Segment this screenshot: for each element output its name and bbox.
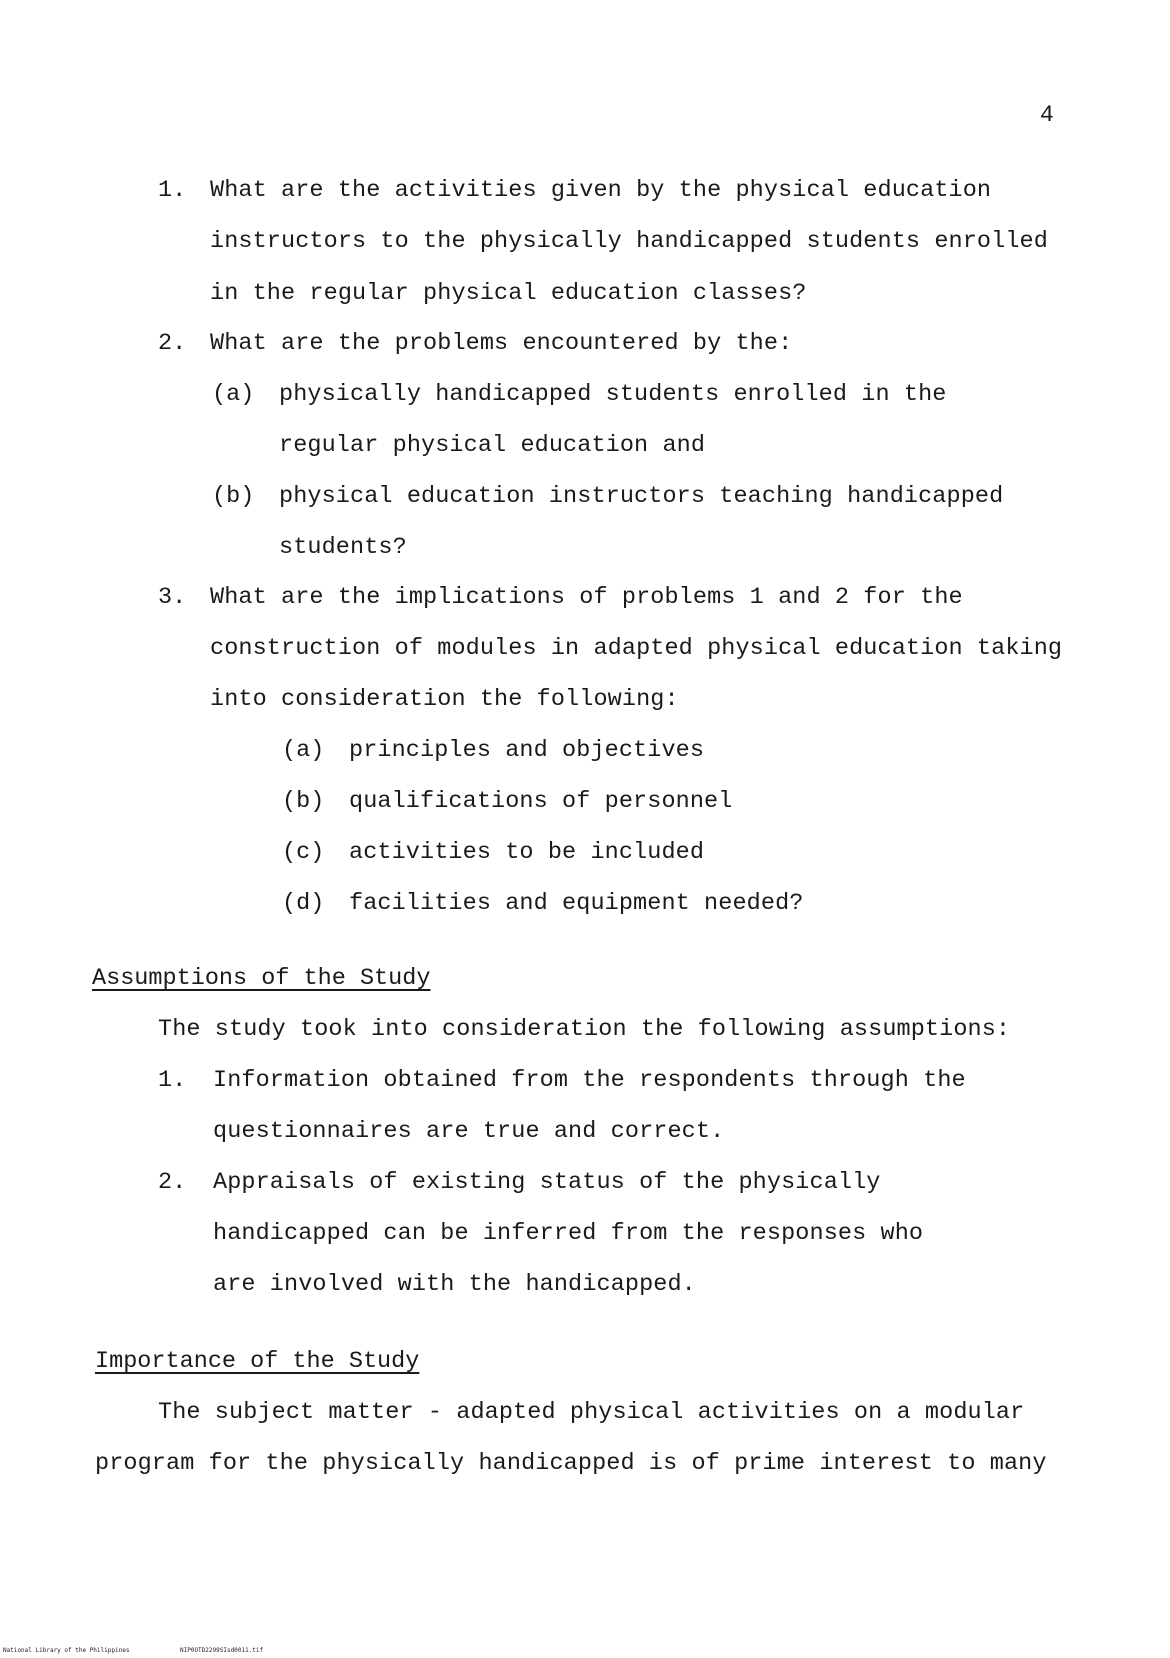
page-number: 4 xyxy=(1040,102,1054,128)
importance-heading: Importance of the Study xyxy=(95,1348,420,1375)
question-1-line-2: instructors to the physically handicapped students enrolled xyxy=(210,228,1048,255)
assumptions-intro: The study took into consideration the following assumptions: xyxy=(158,1016,1011,1043)
question-3-line-1: What are the implications of problems 1 and 2 for the xyxy=(210,584,963,611)
footer-file-name: NIP0OTD2299SIsd0011.tif xyxy=(180,1647,264,1654)
assumption-1-line-1: Information obtained from the respondents through the xyxy=(213,1067,966,1094)
question-1-line-3: in the regular physical education classes? xyxy=(210,280,807,307)
assumption-2-number: 2. xyxy=(158,1169,187,1196)
question-3-line-3: into consideration the following: xyxy=(210,686,679,713)
question-3d-text: facilities and equipment needed? xyxy=(349,890,804,917)
question-2b-label: (b) xyxy=(212,483,255,510)
question-2a-label: (a) xyxy=(212,381,255,408)
question-2-number: 2. xyxy=(158,330,187,357)
question-2b-line-1: physical education instructors teaching handicapped xyxy=(279,483,1004,510)
footer-library-credit: National Library of the Philippines xyxy=(3,1647,130,1654)
importance-line-1: The subject matter - adapted physical activities on a modular xyxy=(158,1399,1025,1426)
question-2a-line-1: physically handicapped students enrolled in the xyxy=(279,381,947,408)
question-1-line-1: What are the activities given by the physical education xyxy=(210,177,992,204)
question-3c-text: activities to be included xyxy=(349,839,705,866)
question-3a-text: principles and objectives xyxy=(349,737,705,764)
question-3-number: 3. xyxy=(158,584,187,611)
assumption-2-line-3: are involved with the handicapped. xyxy=(213,1271,696,1298)
question-3-line-2: construction of modules in adapted physical education taking xyxy=(210,635,1063,662)
question-2-line-1: What are the problems encountered by the: xyxy=(210,330,793,357)
importance-line-2: program for the physically handicapped is of prime interest to many xyxy=(95,1450,1047,1477)
question-1-number: 1. xyxy=(158,177,187,204)
question-3d-label: (d) xyxy=(282,890,325,917)
question-2b-line-2: students? xyxy=(279,534,407,561)
assumption-1-number: 1. xyxy=(158,1067,187,1094)
assumption-2-line-1: Appraisals of existing status of the physically xyxy=(213,1169,881,1196)
question-3a-label: (a) xyxy=(282,737,325,764)
question-3b-text: qualifications of personnel xyxy=(349,788,733,815)
assumptions-heading: Assumptions of the Study xyxy=(92,965,431,992)
question-2a-line-2: regular physical education and xyxy=(279,432,706,459)
question-3c-label: (c) xyxy=(282,839,325,866)
question-3b-label: (b) xyxy=(282,788,325,815)
assumption-1-line-2: questionnaires are true and correct. xyxy=(213,1118,725,1145)
assumption-2-line-2: handicapped can be inferred from the responses who xyxy=(213,1220,924,1247)
